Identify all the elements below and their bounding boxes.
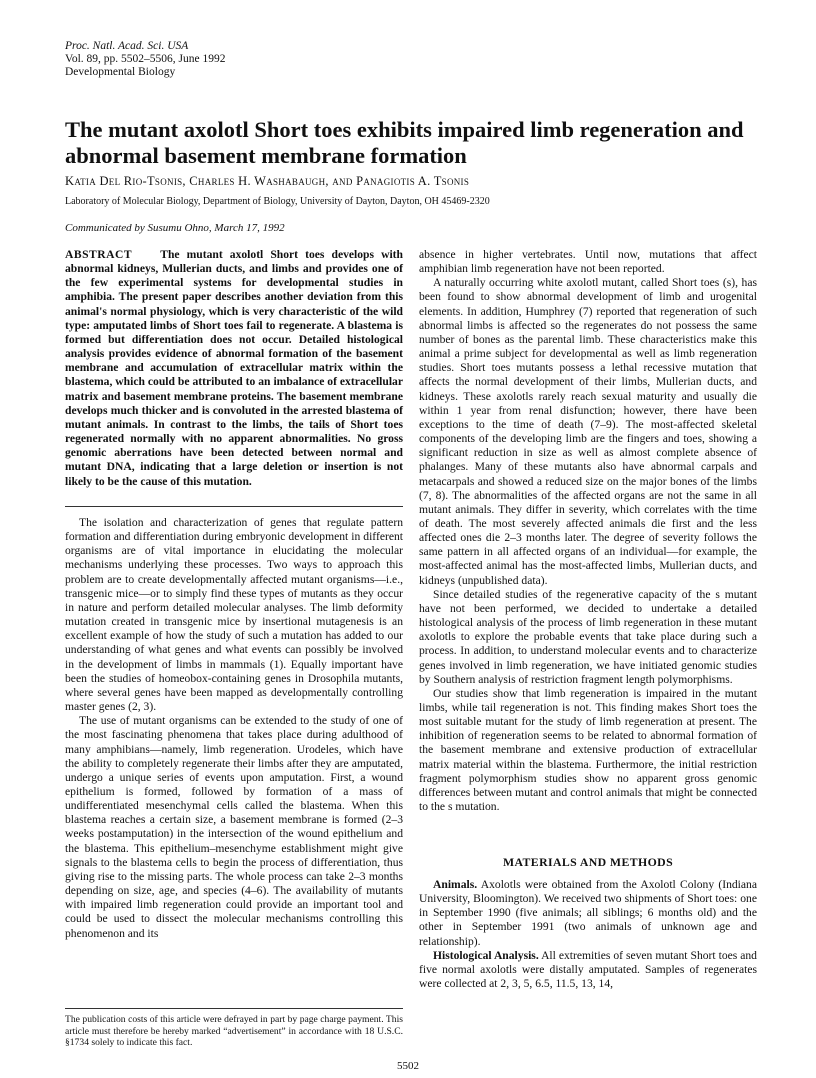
page-number: 5502 <box>397 1060 419 1072</box>
footnote-divider <box>65 1008 403 1009</box>
runin-heading: Histological Analysis. <box>433 948 539 962</box>
runin-heading: Animals. <box>433 878 478 891</box>
abstract-label: ABSTRACT <box>65 248 133 261</box>
methods-paragraph <box>419 949 757 991</box>
body-paragraph: A naturally occurring white axolotl mutant, called Short toes (s), has been found to show abnormal development of limb and urogenital elements. In addition, Humphrey (7) reported that regeneration of such abnormal limbs is affected so the regenerates do not possess the same number of bones as the parental limb. These characteristics make this animal a prime subject for developmental as well as limb regeneration studies. Short toes mutants possess a lethal recessive mutation that affects the normal development of their limbs, Mullerian ducts, and kidneys. These axolotls rarely reach sexual maturity and usually die within 1 year from renal disfunction; however, there have been exceptions to the time of death (7–9). The most-affected skeletal components of the developing limb are the fingers and toes, showing a significant reduction in size as well as almost complete absence of phalanges. Many of these mutants also have abnormal carpals and metacarpals and showed a reduced size on the major bones of the limbs (7, 8). The abnormalities of the affected organs are not the same in all mutant animals. They differ in severity, which correlates with the time of death. The most severely affected animals die first and the less affected ones die 2–3 months later. The degree of severity follows the same pattern in all affected organs of an individual—for example, the most-affected animal has the most-affected limbs, Mullerian ducts, and kidneys (unpublished data). <box>419 276 757 587</box>
section-name: Developmental Biology <box>65 66 176 78</box>
abstract <box>65 248 403 489</box>
methods-column <box>419 878 757 991</box>
abstract-text: The mutant axolotl Short toes develops with abnormal kidneys, Mullerian ducts, and limbs and provides one of the few experimental systems for developmental studies in amphibia. The present paper describes another deviation from this animal's normal physiology, which is very characteristic of the wild type: amputated limbs of Short toes fail to regenerate. A blastema is formed but differentiation does not occur. Detailed histological analysis provides evidence of abnormal formation of the basement membrane and accumulation of extracellular matrix within the blastema, which could be attributed to an imbalance of extracellular matrix and basement membrane proteins. The basement membrane develops much thicker and is convoluted in the arrested blastema of mutant animals. In contrast to the limbs, the tails of Short toes regenerated normally with no apparent abnormalities. No gross genomic aberrations have been detected between normal and mutant DNA, indicating that a large deletion or insertion is not likely to be the cause of this mutation. <box>65 248 403 488</box>
left-column <box>65 516 403 941</box>
methods-text: Axolotls were obtained from the Axolotl Colony (Indiana University, Bloomington). We received two shipments of Short toes: one in September 1990 (five animals; all siblings; 6 months old) and the other in September 1991 (two animals of unknown age and relationship). <box>419 878 757 948</box>
communicated-by: Communicated by Susumu Ohno, March 17, 1992 <box>65 222 285 234</box>
body-paragraph: Our studies show that limb regeneration is impaired in the mutant limbs, while tail regeneration is not. This finding makes Short toes the most suitable mutant for the study of limb regeneration at present. The inhibition of regeneration seems to be related to abnormal formation of the basement membrane and extensive production of extracellular matrix material within the blastema. Furthermore, the initial restriction fragment polymorphism studies show no apparent gross genomic differences between mutant and control animals that might be connected to the s mutation. <box>419 686 757 814</box>
article-title: The mutant axolotl Short toes exhibits impaired limb regeneration and abnormal basement membrane formation <box>65 117 744 168</box>
author-list: Katia Del Rio-Tsonis, Charles H. Washabaugh, and Panagiotis A. Tsonis <box>65 174 470 188</box>
journal-name: Proc. Natl. Acad. Sci. USA <box>65 40 189 52</box>
footnote: The publication costs of this article were defrayed in part by page charge payment. This article must therefore be hereby marked “advertisement” in accordance with 18 U.S.C. §1734 solely to indicate this fact. <box>65 1014 403 1048</box>
masthead <box>65 40 225 79</box>
body-paragraph: The isolation and characterization of genes that regulate pattern formation and differentiation during embryonic development in different organisms are of vital importance in elucidating the molecular mechanisms underlying these processes. Two ways to approach this problem are to create developmentally affected mutant organisms—i.e., transgenic mice—or to simply find these types of mutants as they occur in nature and perform detailed molecular analyses. The limb deformity mutation created in transgenic mice by insertional mutagenesis is an excellent example of how the study of such a mutation has added to our understanding of what genes and what events can possibly be involved in the development of limbs in mammals (1). Equally important have been the studies of homeobox-containing genes in Drosophila mutants, where several genes have been mapped as developmentally controlling master genes (2, 3). <box>65 516 403 714</box>
right-column <box>419 248 757 814</box>
body-paragraph: Since detailed studies of the regenerative capacity of the s mutant have not been performed, we decided to undertake a detailed histological analysis of the process of limb regeneration in these mutant axolotls to explore the probable events that take place during such a process. In addition, to understand molecular events and to characterize genes involved in limb regeneration, we have initiated genomic studies by Southern analysis of restriction fragment length polymorphisms. <box>419 587 757 686</box>
methods-text: All extremities of seven mutant Short toes and five normal axolotls were distally amputated. Samples of regenerates were collected at 2, 3, 5, 6.5, 11.5, 13, 14, <box>419 948 757 991</box>
section-heading: MATERIALS AND METHODS <box>502 855 674 869</box>
volume-info: Vol. 89, pp. 5502–5506, June 1992 <box>65 53 226 65</box>
methods-paragraph <box>419 878 757 949</box>
body-paragraph: The use of mutant organisms can be extended to the study of one of the most fascinating phenomena that takes place during adulthood of many amphibians—namely, limb regeneration. Urodeles, which have the ability to completely regenerate their limbs after they are amputated, undergo a unique series of events upon amputation. First, a wound epithelium is formed, followed by formation of a mass of undifferentiated mesenchymal cells called the blastema. When this blastema reaches a certain size, a basement membrane is formed (2–3 weeks postamputation) in the intersection of the wound epithelium and the blastema. This epithelium–mesenchyme establishment might give signals to the blastema cells to begin the process of differentiation, thus giving rise to the missing parts. The whole process can take 2–3 months depending on size, age, and species (4–6). The availability of mutants with impaired limb regeneration could provide an important tool and could be used to dissect the molecular mechanisms controlling this phenomenon and its <box>65 714 403 940</box>
affiliation: Laboratory of Molecular Biology, Department of Biology, University of Dayton, Dayton, OH 45469-2320 <box>65 196 490 207</box>
body-paragraph: absence in higher vertebrates. Until now, mutations that affect amphibian limb regeneration have not been reported. <box>419 248 757 276</box>
abstract-divider <box>65 506 403 507</box>
